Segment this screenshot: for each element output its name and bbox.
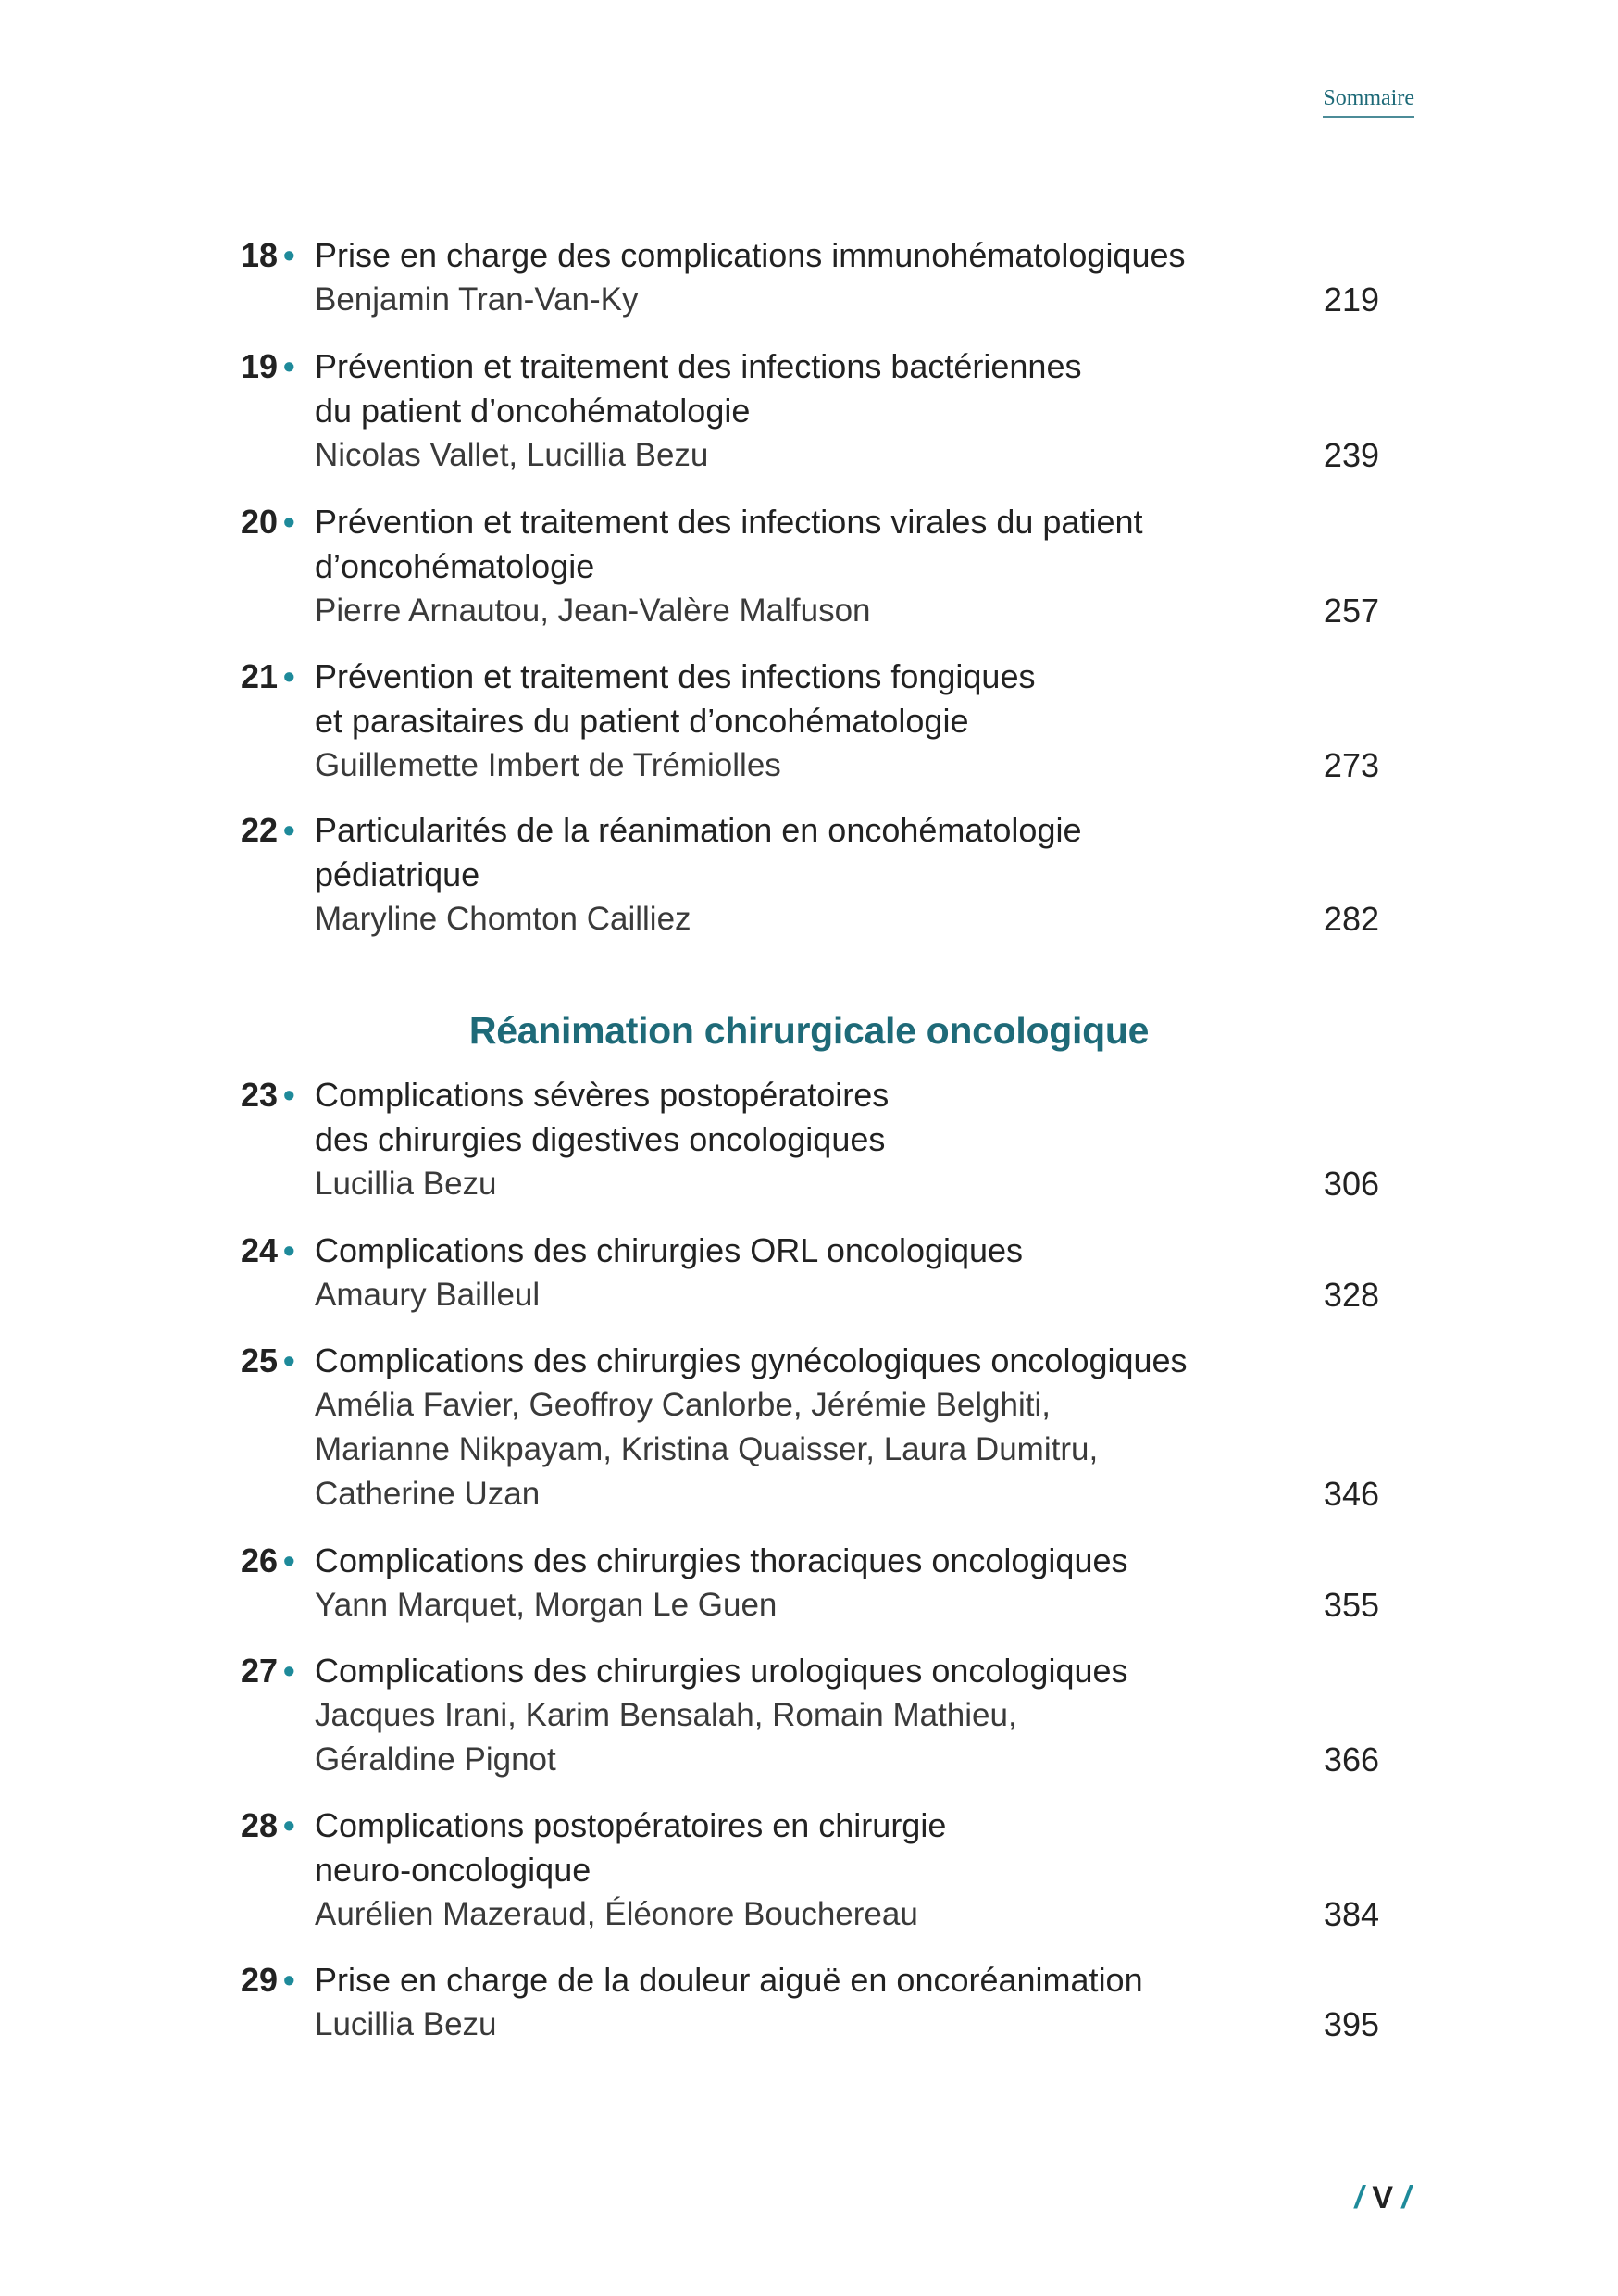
- chapter-title-cont: des chirurgies digestives oncologiques: [315, 1120, 886, 1158]
- bullet-icon: •: [283, 1341, 295, 1379]
- chapter-title: Prévention et traitement des infections bactériennes: [315, 347, 1082, 385]
- bullet-icon: •: [283, 1806, 295, 1844]
- chapter-title-cont: du patient d’oncohématologie: [315, 392, 751, 430]
- chapter-title: Complications des chirurgies ORL oncologiques: [315, 1231, 1024, 1269]
- toc-entry-26[interactable]: [241, 1539, 1379, 1628]
- page-number: 328: [1323, 1276, 1379, 1314]
- bullet-icon: •: [283, 1076, 295, 1114]
- toc-entry-25[interactable]: [241, 1339, 1379, 1516]
- chapter-number: 23 •: [241, 1076, 295, 1114]
- bullet-icon: •: [283, 347, 295, 385]
- slash-ornament: /: [1401, 2180, 1411, 2215]
- bullet-icon: •: [283, 1961, 295, 1999]
- chapter-number: 25 •: [241, 1341, 295, 1379]
- toc-entry-22[interactable]: [241, 808, 1379, 942]
- chapter-number: 18 •: [241, 236, 295, 274]
- chapter-number: 29 •: [241, 1961, 295, 1999]
- page-number: 239: [1323, 436, 1379, 474]
- folio: [1355, 2180, 1412, 2216]
- page-number: 366: [1323, 1741, 1379, 1778]
- bullet-icon: •: [283, 1231, 295, 1269]
- chapter-title: Complications des chirurgies urologiques oncologiques: [315, 1652, 1128, 1690]
- chapter-number: 22 •: [241, 811, 295, 849]
- toc-entry-27[interactable]: [241, 1649, 1379, 1782]
- page-number: 346: [1323, 1475, 1379, 1513]
- section-heading: Réanimation chirurgicale oncologique: [468, 1009, 1150, 1052]
- page-number: 395: [1323, 2005, 1379, 2043]
- chapter-title: Complications des chirurgies thoraciques oncologiques: [315, 1541, 1128, 1579]
- chapter-title: Complications sévères postopératoires: [315, 1076, 890, 1114]
- chapter-number: 27 •: [241, 1652, 295, 1690]
- chapter-authors: Benjamin Tran-Van-Ky: [315, 281, 639, 318]
- chapter-title-cont: pédiatrique: [315, 855, 480, 893]
- chapter-title-cont: d’oncohématologie: [315, 547, 595, 585]
- toc-entry-20[interactable]: [241, 500, 1379, 633]
- chapter-title: Complications des chirurgies gynécologiques oncologiques: [315, 1341, 1188, 1379]
- bullet-icon: •: [283, 236, 295, 274]
- chapter-title: Prévention et traitement des infections fongiques: [315, 657, 1036, 695]
- bullet-icon: •: [283, 657, 295, 695]
- chapter-number: 28 •: [241, 1806, 295, 1844]
- chapter-authors: Aurélien Mazeraud, Éléonore Bouchereau: [315, 1896, 918, 1932]
- chapter-number: 21 •: [241, 657, 295, 695]
- chapter-authors-cont: Catherine Uzan: [315, 1476, 541, 1512]
- chapter-authors: Guillemette Imbert de Trémiolles: [315, 747, 781, 783]
- chapter-authors: Nicolas Vallet, Lucillia Bezu: [315, 437, 709, 473]
- chapter-authors: Amélia Favier, Geoffroy Canlorbe, Jérémie Belghiti,: [315, 1387, 1051, 1423]
- chapter-authors-cont: Géraldine Pignot: [315, 1741, 556, 1778]
- chapter-title: Particularités de la réanimation en oncohématologie: [315, 811, 1082, 849]
- chapter-title-cont: neuro-oncologique: [315, 1851, 591, 1889]
- chapter-title: Prévention et traitement des infections virales du patient: [315, 503, 1143, 541]
- chapter-title-cont: et parasitaires du patient d’oncohématologie: [315, 702, 969, 740]
- chapter-number: 20 •: [241, 503, 295, 541]
- toc-entry-28[interactable]: [241, 1803, 1379, 1937]
- toc-entry-18[interactable]: [241, 233, 1379, 322]
- chapter-title: Complications postopératoires en chirurgie: [315, 1806, 947, 1844]
- chapter-authors: Lucillia Bezu: [315, 2006, 497, 2042]
- toc-entry-24[interactable]: [241, 1229, 1379, 1317]
- bullet-icon: •: [283, 811, 295, 849]
- chapter-number: 26 •: [241, 1541, 295, 1579]
- bullet-icon: •: [283, 1652, 295, 1690]
- chapter-authors: Lucillia Bezu: [315, 1166, 497, 1202]
- chapter-title: Prise en charge de la douleur aiguë en oncoréanimation: [315, 1961, 1143, 1999]
- page-number: 273: [1323, 746, 1379, 784]
- folio-number: V: [1372, 2180, 1394, 2215]
- toc-entry-19[interactable]: [241, 344, 1379, 478]
- chapter-authors: Jacques Irani, Karim Bensalah, Romain Mathieu,: [315, 1697, 1017, 1733]
- chapter-number: 24 •: [241, 1231, 295, 1269]
- chapter-authors: Maryline Chomton Cailliez: [315, 901, 691, 937]
- chapter-authors: Amaury Bailleul: [315, 1277, 541, 1313]
- page-number: 355: [1323, 1586, 1379, 1624]
- page-number: 306: [1323, 1165, 1379, 1203]
- chapter-authors-cont: Marianne Nikpayam, Kristina Quaisser, Laura Dumitru,: [315, 1431, 1099, 1467]
- toc-entry-23[interactable]: [241, 1073, 1379, 1206]
- page-number: 282: [1323, 900, 1379, 938]
- chapter-title: Prise en charge des complications immunohématologiques: [315, 236, 1186, 274]
- page-number: 257: [1323, 592, 1379, 630]
- bullet-icon: •: [283, 503, 295, 541]
- toc-entry-29[interactable]: [241, 1958, 1379, 2047]
- running-title: Sommaire: [1323, 86, 1414, 110]
- page-number: 384: [1323, 1895, 1379, 1933]
- toc-entry-21[interactable]: [241, 655, 1379, 788]
- slash-ornament: /: [1354, 2180, 1363, 2215]
- page-number: 219: [1323, 281, 1379, 318]
- bullet-icon: •: [283, 1541, 295, 1579]
- chapter-number: 19 •: [241, 347, 295, 385]
- running-header: [1323, 85, 1414, 118]
- chapter-authors: Pierre Arnautou, Jean-Valère Malfuson: [315, 593, 871, 629]
- chapter-authors: Yann Marquet, Morgan Le Guen: [315, 1587, 778, 1623]
